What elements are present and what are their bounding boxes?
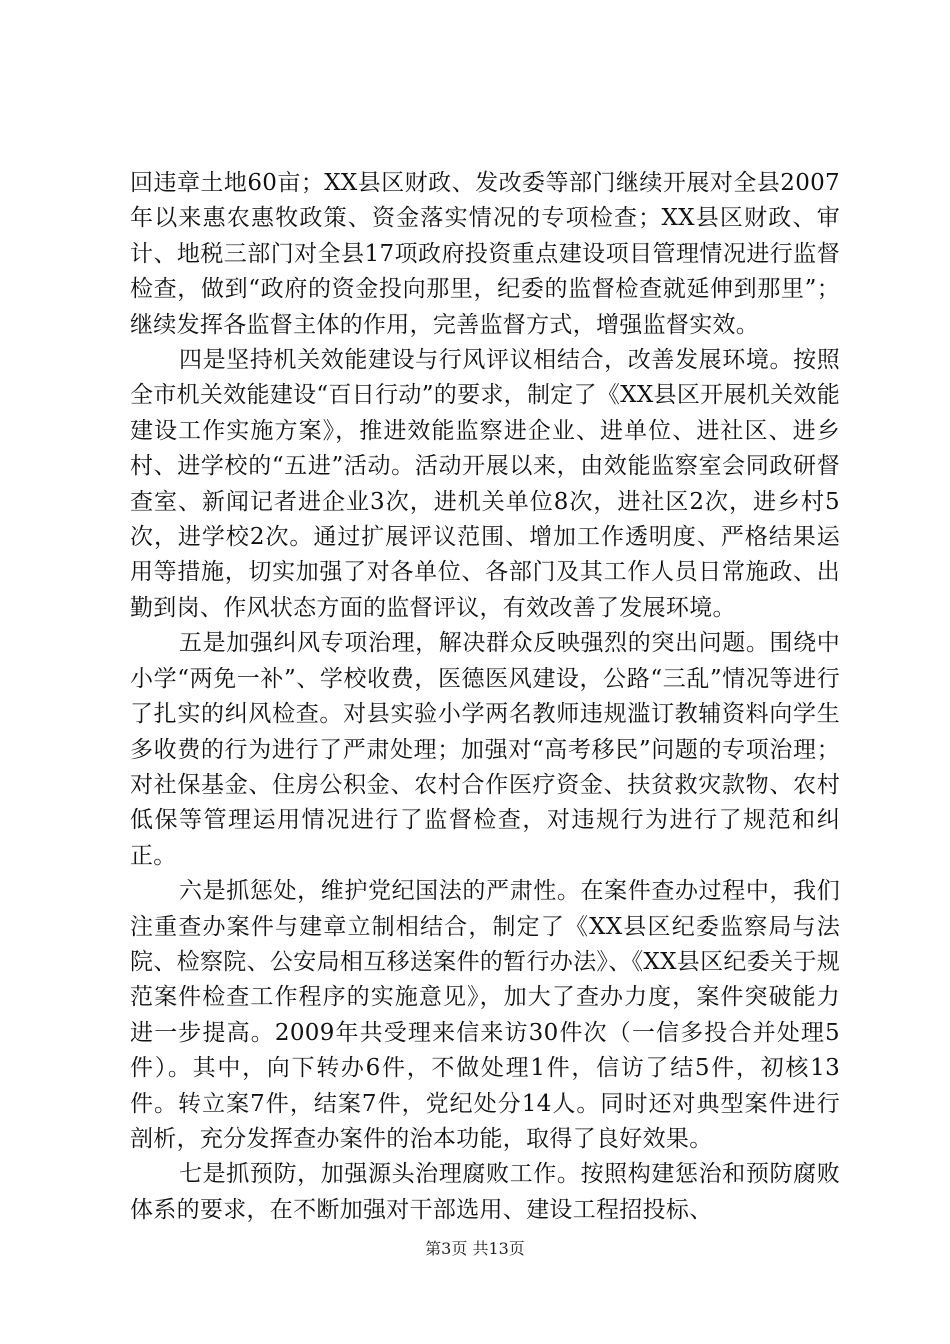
paragraph-5: 七是抓预防，加强源头治理腐败工作。按照构建惩治和预防腐败体系的要求，在不断加强对干部选用、建设工程招投标、 xyxy=(130,1161,840,1223)
paragraph-4: 六是抓惩处，维护党纪国法的严肃性。在案件查办过程中，我们注重查办案件与建章立制相结合，制定了《XX县区纪委监察局与法院、检察院、公安局相互移送案件的暂行办法》、《XX县区纪委关于规范案件检查工作程序的实施意见》，加大了查办力度，案件突破能力进一步提高。2009年共受理来信来访30件次（一信多投合并处理5件）。其中，向下转办6件，不做处理1件，信访了结5件，初核13件。转立案7件，结案7件，党纪处分14人。同时还对典型案件进行剖析，充分发挥查办案件的治本功能，取得了良好效果。 xyxy=(130,878,840,1152)
paragraph-1: 回违章土地60亩；XX县区财政、发改委等部门继续开展对全县2007年以来惠农惠牧政策、资金落实情况的专项检查；XX县区财政、审计、地税三部门对全县17项政府投资重点建设项目管理情况进行监督检查，做到“政府的资金投向那里，纪委的监督检查就延伸到那里”；继续发挥各监督主体的作用，完善监督方式，增强监督实效。 xyxy=(130,170,840,338)
paragraph-3: 五是加强纠风专项治理，解决群众反映强烈的突出问题。围绕中小学“两免一补”、学校收费，医德医风建设，公路“三乱”情况等进行了扎实的纠风检查。对县实验小学两名教师违规滥订教辅资料向学生多收费的行为进行了严肃处理；加强对“高考移民”问题的专项治理；对社保基金、住房公积金、农村合作医疗资金、扶贫救灾款物、农村低保等管理运用情况进行了监督检查，对违规行为进行了规范和纠正。 xyxy=(130,630,840,869)
page-number-footer: 第3页 共13页 xyxy=(425,1239,525,1258)
document-body xyxy=(130,166,840,1228)
paragraph-2: 四是坚持机关效能建设与行风评议相结合，改善发展环境。按照全市机关效能建设“百日行动”的要求，制定了《XX县区开展机关效能建设工作实施方案》，推进效能监察进企业、进单位、进社区、进乡村、进学校的“五进”活动。活动开展以来，由效能监察室会同政研督查室、新闻记者进企业3次，进机关单位8次，进社区2次，进乡村5次，进学校2次。通过扩展评议范围、增加工作透明度、严格结果运用等措施，切实加强了对各单位、各部门及其工作人员日常施政、出勤到岗、作风状态方面的监督评议，有效改善了发展环境。 xyxy=(130,347,840,621)
